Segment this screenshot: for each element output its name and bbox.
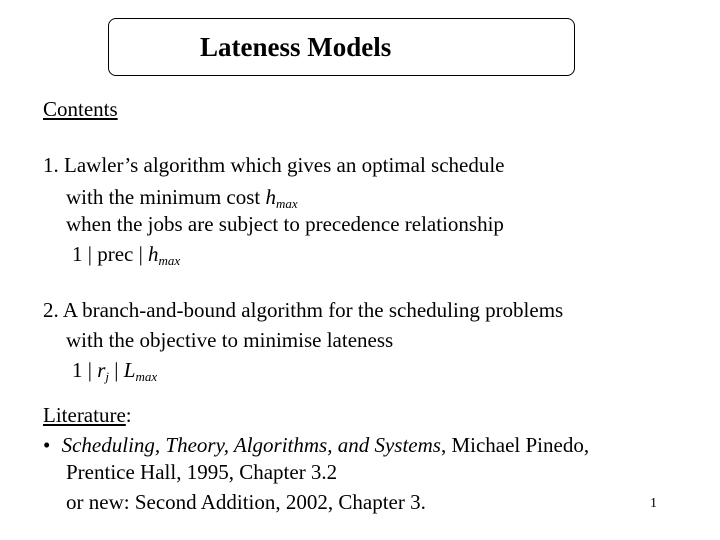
contents-heading: Contents (43, 97, 118, 121)
r-symbol: r (97, 358, 106, 382)
L-subscript: max (135, 369, 158, 384)
literature-heading: Literature (43, 403, 126, 427)
item1-line1: 1. Lawler’s algorithm which gives an optimal schedule (43, 153, 505, 177)
item1-notation (72, 242, 181, 268)
h-subscript: max (276, 196, 298, 211)
r-subscript: j (105, 369, 110, 384)
L-symbol: L (123, 358, 136, 382)
literature-line2: Prentice Hall, 1995, Chapter 3.2 (66, 460, 338, 484)
literature-colon: : (125, 403, 132, 427)
literature-item (43, 435, 589, 456)
item2-line2: with the objective to minimise lateness (66, 328, 394, 352)
book-title: Scheduling, Theory, Algorithms, and Systems (61, 433, 441, 457)
literature-line3: or new: Second Addition, 2002, Chapter 3. (66, 490, 426, 514)
item2-notation-prefix: 1 | (72, 358, 98, 382)
item1-line3: when the jobs are subject to precedence relationship (66, 212, 504, 236)
literature-heading-line (43, 405, 132, 426)
slide-title: Lateness Models (200, 32, 392, 62)
book-author: , Michael Pinedo, (440, 433, 590, 457)
item1-notation-text: 1 | prec | (72, 242, 149, 266)
item1-line2-text: with the minimum cost (66, 185, 266, 209)
bullet: • (43, 433, 51, 457)
notation-h-symbol: h (148, 242, 159, 266)
h-symbol: h (265, 185, 276, 209)
item2-notation (72, 358, 158, 384)
item2-notation-separator: | (109, 358, 124, 382)
item2-line1: 2. A branch-and-bound algorithm for the scheduling problems (43, 298, 564, 322)
notation-h-subscript: max (158, 253, 181, 268)
page-number: 1 (650, 496, 657, 511)
item1-line2 (66, 185, 298, 211)
